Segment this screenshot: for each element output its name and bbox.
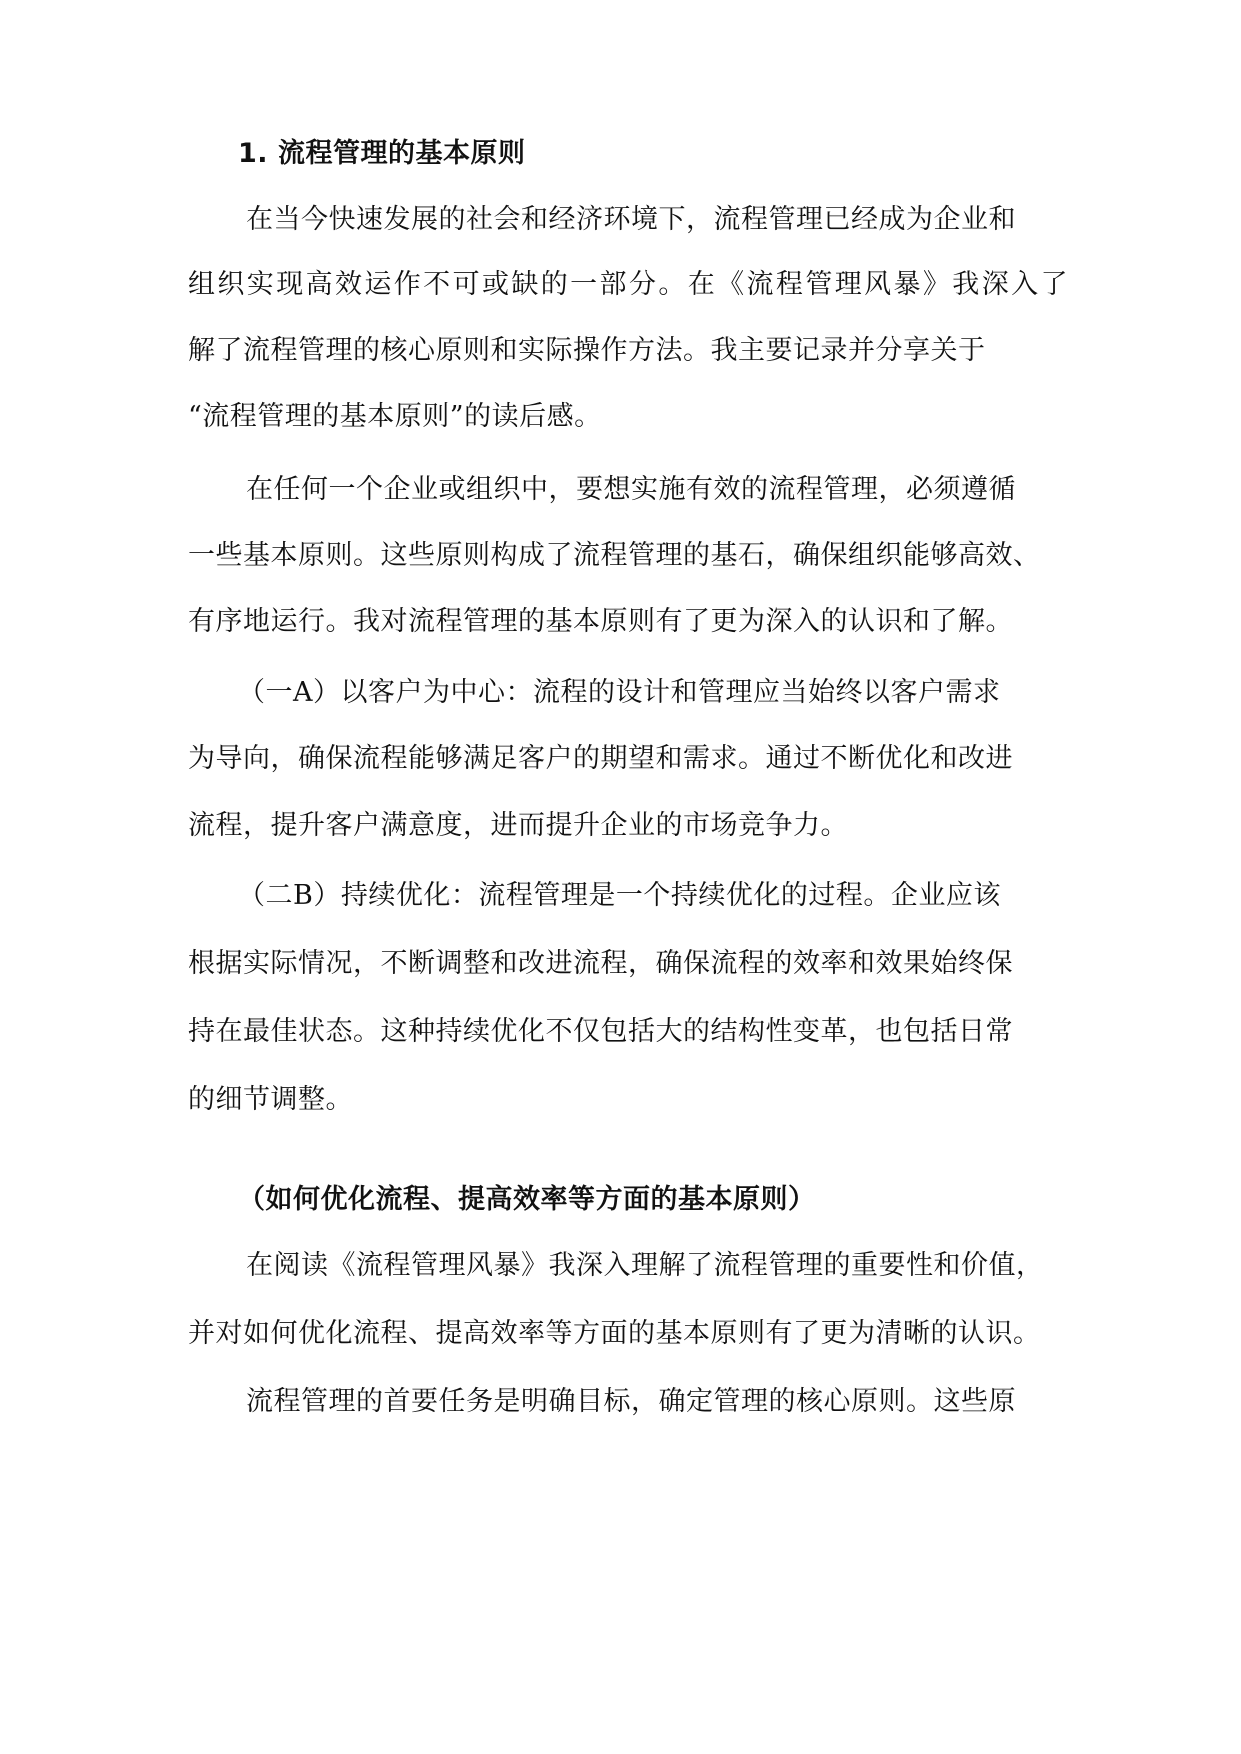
- paragraph-4-line-1: （二B）持续优化：流程管理是一个持续优化的过程。企业应该: [238, 880, 1001, 911]
- paragraph-4-line-3: 持在最佳状态。这种持续优化不仅包括大的结构性变革，也包括日常: [188, 1016, 1013, 1047]
- paragraph-2-line-1: 在任何一个企业或组织中，要想实施有效的流程管理，必须遵循: [246, 474, 1016, 505]
- paragraph-1-line-3: 解了流程管理的核心原则和实际操作方法。我主要记录并分享关于: [188, 335, 986, 366]
- paragraph-3-line-2: 为导向，确保流程能够满足客户的期望和需求。通过不断优化和改进: [188, 743, 1013, 774]
- section-heading: 1. 流程管理的基本原则: [238, 138, 526, 169]
- paragraph-1-line-1: 在当今快速发展的社会和经济环境下，流程管理已经成为企业和: [246, 204, 1016, 235]
- paragraph-1-line-4: “流程管理的基本原则”的读后感。: [188, 401, 602, 432]
- paragraph-1-line-2: 组织实现高效运作不可或缺的一部分。在《流程管理风暴》我深入了: [188, 269, 1068, 300]
- paragraph-4-line-4: 的细节调整。: [188, 1084, 353, 1115]
- paragraph-3-line-3: 流程，提升客户满意度，进而提升企业的市场竞争力。: [188, 810, 848, 841]
- paragraph-4-line-2: 根据实际情况，不断调整和改进流程，确保流程的效率和效果始终保: [188, 948, 1013, 979]
- paragraph-2-line-2: 一些基本原则。这些原则构成了流程管理的基石，确保组织能够高效、: [188, 540, 1041, 571]
- subsection-heading: （如何优化流程、提高效率等方面的基本原则）: [238, 1184, 816, 1215]
- paragraph-2-line-3: 有序地运行。我对流程管理的基本原则有了更为深入的认识和了解。: [188, 606, 1013, 637]
- paragraph-3-line-1: （一A）以客户为中心：流程的设计和管理应当始终以客户需求: [238, 677, 1001, 708]
- paragraph-5-line-2: 并对如何优化流程、提高效率等方面的基本原则有了更为清晰的认识。: [188, 1318, 1041, 1349]
- paragraph-6-line-1: 流程管理的首要任务是明确目标，确定管理的核心原则。这些原: [246, 1386, 1016, 1417]
- paragraph-5-line-1: 在阅读《流程管理风暴》我深入理解了流程管理的重要性和价值，: [246, 1250, 1044, 1281]
